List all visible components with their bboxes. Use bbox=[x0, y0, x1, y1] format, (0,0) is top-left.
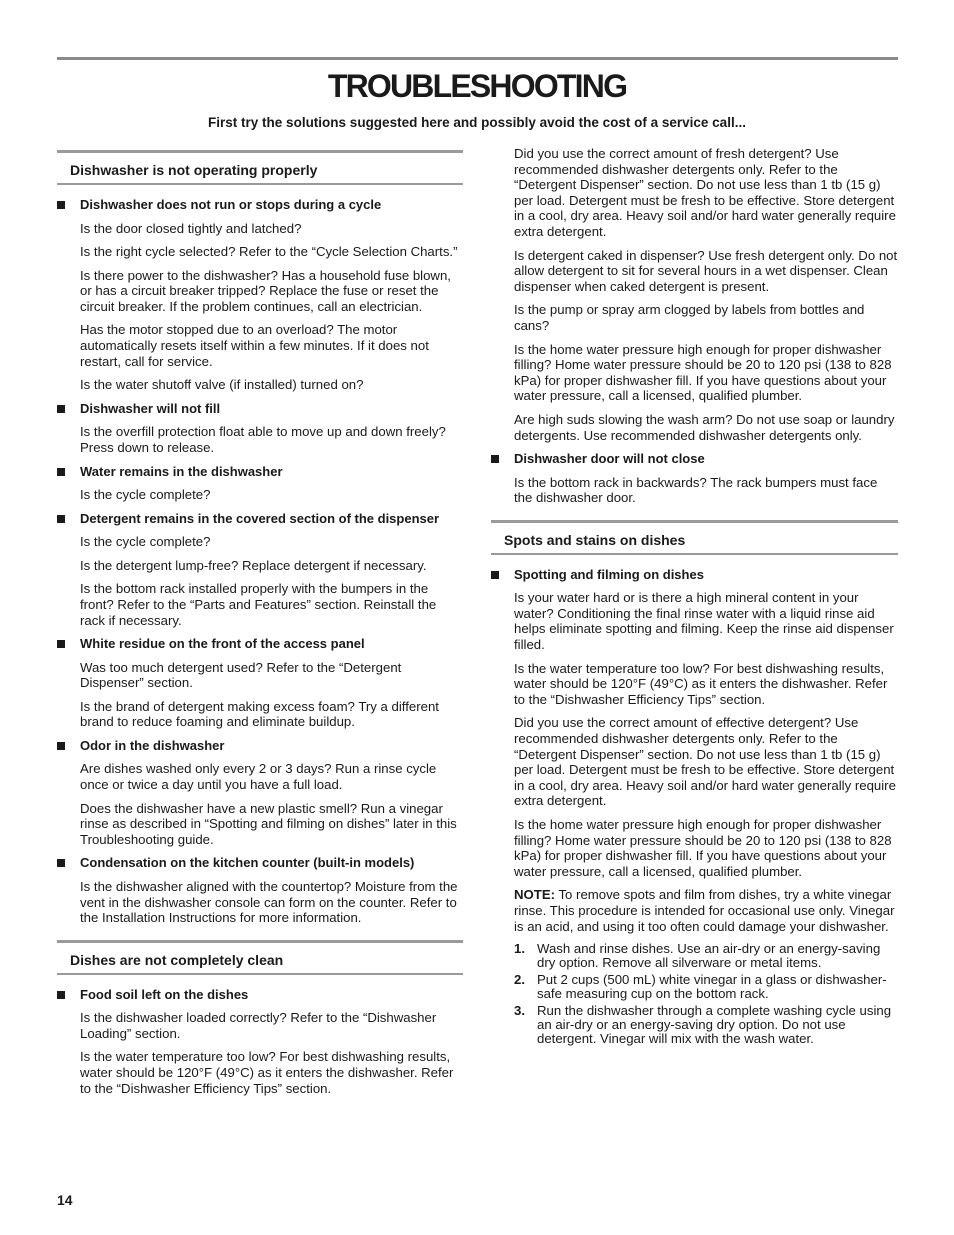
answer-paragraph: Is the home water pressure high enough for proper dishwasher filling? Home water pressure should be 20 to 120 psi (138 to 828 kPa) for proper dishwasher fill. If you have questions about your water pressure, call a licensed, qualified plumber. bbox=[514, 817, 892, 879]
square-bullet-icon bbox=[57, 468, 65, 476]
answer-paragraph: Are dishes washed only every 2 or 3 days? Run a rinse cycle once or twice a day until you have a full load. bbox=[80, 761, 437, 793]
vinegar-rinse-steps bbox=[514, 942, 898, 1046]
answer-paragraph: Is the dishwasher loaded correctly? Refer to the “Dishwasher Loading” section. bbox=[80, 1010, 437, 1041]
problem-title: Condensation on the kitchen counter (built-in models) bbox=[57, 855, 463, 871]
problem-title: Dishwasher door will not close bbox=[491, 451, 898, 467]
problem-title: Food soil left on the dishes bbox=[57, 987, 463, 1003]
answer-paragraph: Is the door closed tightly and latched? bbox=[80, 220, 302, 236]
square-bullet-icon bbox=[491, 455, 499, 463]
answer-paragraph: Is the water temperature too low? For best dishwashing results, water should be 120°F (49°C) as it enters the dishwasher. Refer to the “Dishwasher Efficiency Tips” section. bbox=[80, 1049, 454, 1096]
square-bullet-icon bbox=[57, 859, 65, 867]
problem-title: Spotting and filming on dishes bbox=[491, 567, 898, 583]
answer-paragraph: Did you use the correct amount of fresh detergent? Use recommended dishwasher detergents only. Refer to the “Detergent Dispenser” section. Do not use less than 1 tb (15 g) per load. Detergent must be fresh to be effective. Store detergent in a cool, dry area. Heavy soil and/or hard water generally require extra detergent. bbox=[514, 146, 896, 239]
answer-paragraph: Was too much detergent used? Refer to the “Detergent Dispenser” section. bbox=[80, 659, 402, 691]
page-subtitle: First try the solutions suggested here and possibly avoid the cost of a service call... bbox=[208, 115, 746, 130]
answer-paragraph: Does the dishwasher have a new plastic smell? Run a vinegar rinse as described in “Spotting and filming on dishes” later in this Troubleshooting guide. bbox=[80, 800, 457, 847]
answer-paragraph: Is the brand of detergent making excess foam? Try a different brand to reduce foaming and eliminate buildup. bbox=[80, 698, 439, 730]
note-text: To remove spots and film from dishes, try a white vinegar rinse. This procedure is intended for occasional use only. Vinegar is an acid, and using it too often could damage your dishwasher. bbox=[514, 887, 895, 934]
problem-title: White residue on the front of the access panel bbox=[57, 636, 463, 652]
step-number: 1. bbox=[514, 941, 525, 957]
answer-paragraph: Is the overfill protection float able to move up and down freely? Press down to release. bbox=[80, 424, 446, 455]
left-column bbox=[57, 146, 463, 1104]
square-bullet-icon bbox=[57, 405, 65, 413]
problem-title: Detergent remains in the covered section of the dispenser bbox=[57, 511, 463, 527]
answer-paragraph: Is your water hard or is there a high mineral content in your water? Conditioning the final rinse water with a liquid rinse aid helps eliminate spotting and filming. Keep the rinse aid dispenser filled. bbox=[514, 590, 894, 653]
answer-paragraph: Is the bottom rack in backwards? The rack bumpers must face the dishwasher door. bbox=[514, 474, 878, 506]
answer-paragraph: Is the water shutoff valve (if installed) turned on? bbox=[80, 377, 364, 393]
answer-paragraph: Is the pump or spray arm clogged by labels from bottles and cans? bbox=[514, 302, 865, 333]
note-paragraph bbox=[514, 887, 898, 934]
step-item bbox=[514, 942, 898, 970]
answer-paragraph: Is there power to the dishwasher? Has a household fuse blown, or has a circuit breaker tripped? Replace the fuse or reset the circuit breaker. If the problem continues, call an electrician. bbox=[80, 267, 451, 314]
answer-paragraph: Is the cycle complete? bbox=[80, 487, 211, 503]
step-text: Put 2 cups (500 mL) white vinegar in a glass or dishwasher-safe measuring cup on the bottom rack. bbox=[537, 972, 887, 1002]
square-bullet-icon bbox=[57, 991, 65, 999]
answer-paragraph: Is the detergent lump-free? Replace detergent if necessary. bbox=[80, 557, 427, 573]
square-bullet-icon bbox=[57, 640, 65, 648]
step-number: 2. bbox=[514, 972, 525, 988]
answer-paragraph: Is detergent caked in dispenser? Use fresh detergent only. Do not allow detergent to sit for several hours in a wet dispenser. Clean dispenser when caked detergent is present. bbox=[514, 247, 898, 294]
step-number: 3. bbox=[514, 1003, 525, 1019]
square-bullet-icon bbox=[57, 515, 65, 523]
section-header-spots: Spots and stains on dishes bbox=[491, 520, 898, 555]
top-rule bbox=[57, 57, 898, 60]
answer-paragraph: Has the motor stopped due to an overload? The motor automatically resets itself within a few minutes. If it does not restart, call for service. bbox=[80, 322, 429, 369]
square-bullet-icon bbox=[57, 742, 65, 750]
page-number: 14 bbox=[57, 1192, 73, 1208]
problem-title: Dishwasher does not run or stops during a cycle bbox=[57, 197, 463, 213]
step-text: Run the dishwasher through a complete washing cycle using an air-dry or an energy-saving dry option. Do not use detergent. Vinegar will mix with the wash water. bbox=[537, 1003, 892, 1047]
step-text: Wash and rinse dishes. Use an air-dry or an energy-saving dry option. Remove all silverware or metal items. bbox=[537, 941, 881, 971]
section-header-not-operating: Dishwasher is not operating properly bbox=[57, 150, 463, 185]
section-header-not-clean: Dishes are not completely clean bbox=[57, 940, 463, 975]
square-bullet-icon bbox=[491, 571, 499, 579]
answer-paragraph: Is the right cycle selected? Refer to the “Cycle Selection Charts.” bbox=[80, 244, 458, 260]
problem-title: Odor in the dishwasher bbox=[57, 738, 463, 754]
answer-paragraph: Is the bottom rack installed properly with the bumpers in the front? Refer to the “Parts and Features” section. Reinstall the rack if necessary. bbox=[80, 581, 437, 628]
answer-paragraph: Are high suds slowing the wash arm? Do not use soap or laundry detergents. Use recommended dishwasher detergents only. bbox=[514, 411, 895, 443]
answer-paragraph: Is the dishwasher aligned with the countertop? Moisture from the vent in the dishwasher console can form on the counter. Refer to the Installation Instructions for more information. bbox=[80, 878, 458, 926]
page-title: TROUBLESHOOTING bbox=[327, 68, 627, 104]
problem-title: Dishwasher will not fill bbox=[57, 401, 463, 417]
answer-paragraph: Is the cycle complete? bbox=[80, 534, 211, 550]
step-item bbox=[514, 1004, 898, 1046]
answer-paragraph: Is the water temperature too low? For best dishwashing results, water should be 120°F (49°C) as it enters the dishwasher. Refer to the “Dishwasher Efficiency Tips” section. bbox=[514, 660, 888, 707]
problem-title: Water remains in the dishwasher bbox=[57, 464, 463, 480]
note-label: NOTE: bbox=[514, 887, 556, 903]
step-item bbox=[514, 973, 898, 1001]
right-column bbox=[491, 146, 898, 1049]
answer-paragraph: Did you use the correct amount of effective detergent? Use recommended dishwasher detergents only. Refer to the “Detergent Dispenser” section. Do not use less than 1 tb (15 g) per load. Detergent must be fresh to be effective. Store detergent in a cool, dry area. Heavy soil and/or hard water generally require extra detergent. bbox=[514, 715, 896, 809]
answer-paragraph: Is the home water pressure high enough for proper dishwasher filling? Home water pressure should be 20 to 120 psi (138 to 828 kPa) for proper dishwasher fill. If you have questions about your water pressure, call a licensed, qualified plumber. bbox=[514, 341, 892, 404]
square-bullet-icon bbox=[57, 201, 65, 209]
